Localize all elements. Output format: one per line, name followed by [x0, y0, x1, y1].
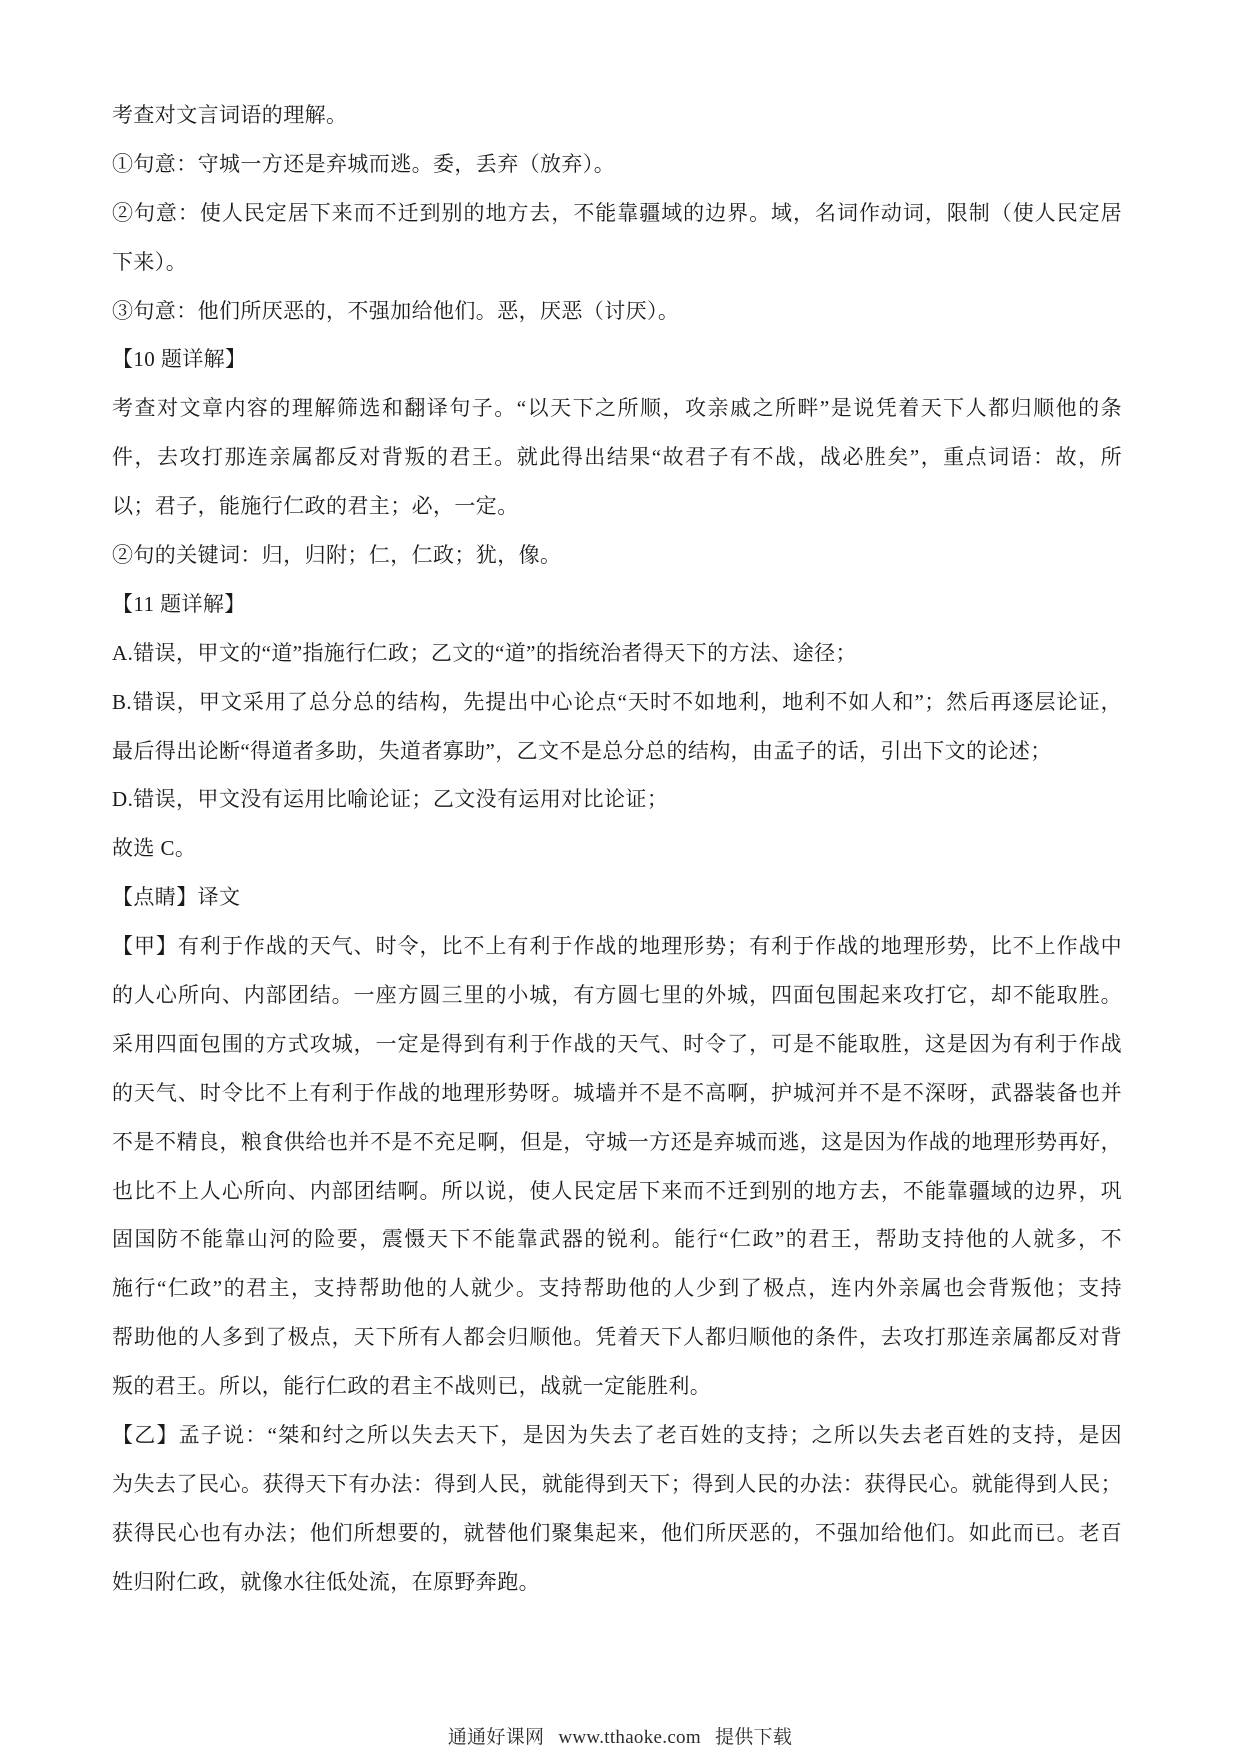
text-line: 考查对文言词语的理解。 [112, 103, 348, 127]
text-line: 施行“仁政”的君主，支持帮助他的人就少。支持帮助他的人少到了极点，连内外亲属也会背叛他；支持 [112, 1276, 1122, 1301]
text-line: 不是不精良，粮食供给也并不是不充足啊，但是，守城一方还是弃城而逃，这是因为作战的地理形势再好， [112, 1129, 1122, 1154]
text-line: 叛的君王。所以，能行仁政的君主不战则已，战就一定能胜利。 [112, 1374, 712, 1399]
text-line: 姓归附仁政，就像水往低处流，在原野奔跑。 [112, 1569, 540, 1594]
text-line: 【11 题详解】 [112, 591, 246, 616]
text-line: 为失去了民心。获得天下有办法：得到人民，就能得到天下；得到人民的办法：获得民心。就能得到人民； [112, 1471, 1122, 1496]
document-body [112, 91, 1122, 1607]
text-line: 的人心所向、内部团结。一座方圆三里的小城，有方圆七里的外城，四面包围起来攻打它，却不能取胜。 [112, 983, 1122, 1008]
text-line: 固国防不能靠山河的险要，震慑天下不能靠武器的锐利。能行“仁政”的君王，帮助支持他的人就多，不 [112, 1227, 1122, 1252]
text-line: 【10 题详解】 [112, 347, 247, 372]
text-line: 以；君子，能施行仁政的君主；必，一定。 [112, 494, 519, 519]
text-line: A.错误，甲文的“道”指施行仁政；乙文的“道”的指统治者得天下的方法、途径； [112, 640, 857, 665]
text-line: 采用四面包围的方式攻城，一定是得到有利于作战的天气、时令了，可是不能取胜，这是因为有利于作战 [112, 1031, 1122, 1056]
text-line: 故选 C。 [112, 836, 197, 861]
text-line: 【点睛】译文 [112, 885, 241, 910]
footer-site-name: 通通好课网 [447, 1727, 545, 1748]
text-line: ②句的关键词：归，归附；仁，仁政；犹，像。 [112, 543, 562, 568]
text-line: 获得民心也有办法；他们所想要的，就替他们聚集起来，他们所厌恶的，不强加给他们。如此而已。老百 [112, 1520, 1122, 1545]
text-line: ②句意：使人民定居下来而不迁到别的地方去，不能靠疆域的边界。域，名词作动词，限制（使人民定居 [112, 200, 1122, 225]
text-line: 的天气、时令比不上有利于作战的地理形势呀。城墙并不是不高啊，护城河并不是不深呀，武器装备也并 [112, 1080, 1122, 1105]
text-line: B.错误，甲文采用了总分总的结构，先提出中心论点“天时不如地利，地利不如人和”；然后再逐层论证， [112, 689, 1122, 714]
text-line: 最后得出论断“得道者多助，失道者寡助”，乙文不是总分总的结构，由孟子的话，引出下文的论述； [112, 738, 1052, 763]
text-line: 下来）。 [112, 249, 188, 274]
text-line: 考查对文章内容的理解筛选和翻译句子。“以天下之所顺，攻亲戚之所畔”是说凭着天下人都归顺他的条 [112, 396, 1122, 421]
text-line: D.错误，甲文没有运用比喻论证；乙文没有运用对比论证； [112, 787, 669, 812]
footer-url: www.tthaoke.com [558, 1727, 701, 1748]
text-line: 【乙】孟子说：“桀和纣之所以失去天下，是因为失去了老百姓的支持；之所以失去老百姓的支持，是因 [112, 1423, 1122, 1448]
text-line: ①句意：守城一方还是弃城而逃。委，丢弃（放弃）。 [112, 151, 616, 176]
text-line: 帮助他的人多到了极点，天下所有人都会归顺他。凭着天下人都归顺他的条件，去攻打那连亲属都反对背 [112, 1325, 1122, 1350]
text-line: 件，去攻打那连亲属都反对背叛的君王。就此得出结果“故君子有不战，战必胜矣”，重点词语：故，所 [112, 445, 1122, 470]
text-line: ③句意：他们所厌恶的，不强加给他们。恶，厌恶（讨厌）。 [112, 298, 680, 323]
text-line: 【甲】有利于作战的天气、时令，比不上有利于作战的地理形势；有利于作战的地理形势，比不上作战中 [112, 934, 1122, 959]
page-footer [0, 1726, 1240, 1750]
footer-download-label: 提供下载 [714, 1727, 793, 1748]
text-line: 也比不上人心所向、内部团结啊。所以说，使人民定居下来而不迁到别的地方去，不能靠疆域的边界，巩 [112, 1178, 1122, 1203]
